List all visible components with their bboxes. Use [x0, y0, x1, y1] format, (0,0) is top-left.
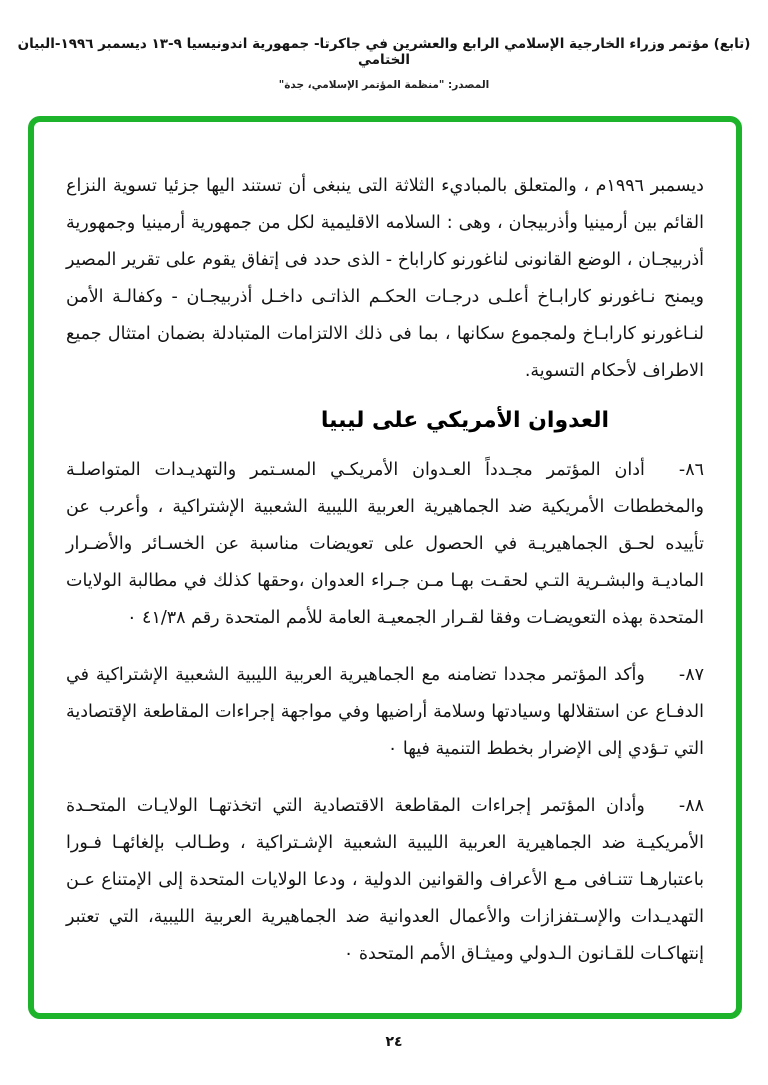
- intro-paragraph: ديسمبر ١٩٩٦م ، والمتعلق بالمباديء الثلاثة التى ينبغى أن تستند اليها جزئيا تسوية النزاع القائم بين أرمينيا وأذربيجان ، وهى : السلامه الاقليمية لكل من جمهورية أرمينيا وجمهورية أذربيجـان ، الوضع القانونى لناغورنو كاراباخ - الذى حدد فى إتفاق يقوم على تقرير المصير ويمنح نـاغورنو كارابـاخ أعلـى درجـات الحكـم الذاتـى داخـل أذربيجـان - وكفالـة الأمن لنـاغورنو كارابـاخ ولمجموع سكانها ، بما فى ذلك الالتزامات المتبادلة بضمان امتثال جميع الاطراف لأحكام التسوية.: [66, 176, 704, 381]
- content-body: [34, 122, 736, 973]
- numbered-paragraph: [66, 657, 704, 768]
- paragraph-text: أدان المؤتمر مجـدداً العـدوان الأمريكـي المسـتمر والتهديـدات المتواصلـة والمخططات الأمريكية ضد الجماهيرية العربية الليبية الشعبية الإشتراكية ، وأعرب عن تأييده لحـق الجماهيريـة في الحصول على تعويضات مناسبة عن الخسـائر والأضـرار الماديـة والبشـرية التـي لحقـت بهـا مـن جـراء العدوان ،وحقها كذلك في مطالبة الولايات المتحدة بهذه التعويضـات وفقا لقـرار الجمعيـة العامة للأمم المتحدة رقم ٤١/٣٨ ٠: [66, 460, 704, 628]
- numbered-paragraph: [66, 788, 704, 973]
- paragraph-number: ٨٧-: [678, 665, 704, 685]
- section-heading: العدوان الأمريكي على ليبيا: [320, 408, 610, 433]
- header-title: (تابع) مؤتمر وزراء الخارجية الإسلامي الرابع والعشرين في جاكرتا- جمهورية اندونيسيا ٩-١٣ ديسمبر ١٩٩٦-البيان الختامي: [17, 36, 751, 68]
- paragraph-number: ٨٨-: [678, 796, 704, 816]
- numbered-paragraph: [66, 452, 704, 637]
- paragraph-text: وأدان المؤتمر إجراءات المقاطعة الاقتصادية التي اتخذتهـا الولايـات المتحـدة الأمريكيـة ضد الجماهيرية العربية الليبية الشعبية الإشـتراكية ، وطـالب بإلغائهـا فـورا باعتبارهـا تتنـافى مـع الأعراف والقوانين الدولية ، ودعا الولايات المتحدة إلى الإمتناع عـن التهديـدات والإسـتفزازات والأعمال العدوانية ضد الجماهيرية العربية الليبية، التي تعتبر إنتهاكـات للقـانون الـدولي وميثـاق الأمم المتحدة ٠: [66, 796, 704, 964]
- page-number: ٢٤: [385, 1034, 403, 1050]
- source-line: المصدر: "منظمة المؤتمر الإسلامي، جدة": [278, 79, 490, 91]
- page-header: [0, 36, 768, 91]
- numbered-paragraphs: [66, 452, 704, 973]
- paragraph-number: ٨٦-: [678, 460, 704, 480]
- content-frame: [28, 116, 742, 1019]
- paragraph-text: وأكد المؤتمر مجددا تضامنه مع الجماهيرية العربية الليبية الشعبية الإشتراكية في الدفـاع عن استقلالها وسيادتها وسلامة أراضيها وفي مواجهة إجراءات المقاطعة الإقتصادية التي تـؤدي إلى الإضرار بخطط التنمية فيها ٠: [66, 665, 704, 759]
